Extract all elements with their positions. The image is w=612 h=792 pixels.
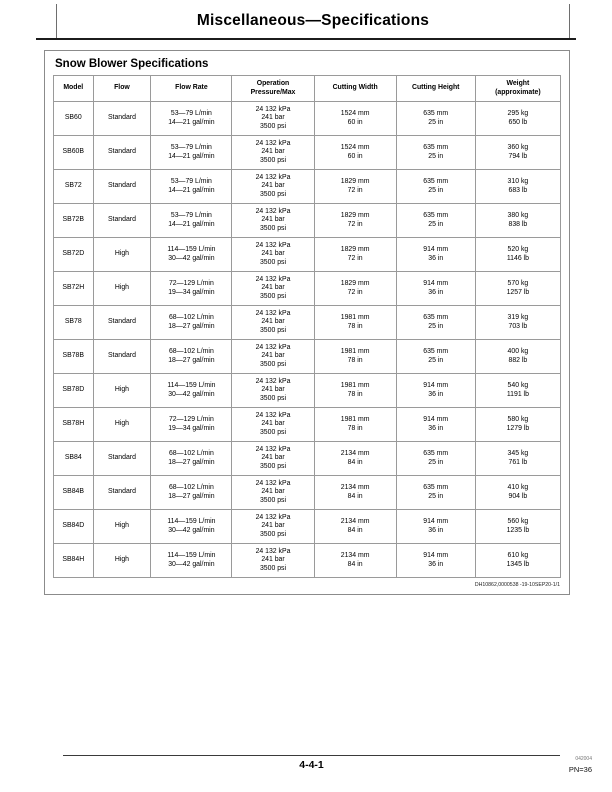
cell-cutting-height: 914 mm 36 in (396, 238, 475, 272)
print-info-block (569, 757, 592, 774)
spec-row-sb78d (54, 374, 561, 408)
column-header-weight: Weight (approximate) (475, 76, 560, 102)
page-title: Miscellaneous—Specifications (196, 12, 430, 29)
cell-flow-rate: 114—159 L/min 30—42 gal/min (151, 510, 232, 544)
cell-flow: High (93, 408, 151, 442)
cell-cutting-height: 635 mm 25 in (396, 442, 475, 476)
column-header-operation-pressure: Operation Pressure/Max (232, 76, 314, 102)
cell-cutting-width: 1829 mm 72 in (314, 204, 396, 238)
cell-flow: High (93, 544, 151, 578)
spec-table-head (54, 76, 561, 102)
cell-cutting-width: 2134 mm 84 in (314, 476, 396, 510)
spec-row-sb60 (54, 102, 561, 136)
cell-pressure: 24 132 kPa 241 bar 3500 psi (232, 442, 314, 476)
spec-table-header-row (54, 76, 561, 102)
cell-model: SB60B (54, 136, 94, 170)
spec-table (53, 75, 561, 578)
cell-cutting-height: 635 mm 25 in (396, 204, 475, 238)
cell-weight: 520 kg 1146 lb (475, 238, 560, 272)
spec-box-heading: Snow Blower Specifications (55, 58, 209, 70)
cell-model: SB84H (54, 544, 94, 578)
spec-row-sb72h (54, 272, 561, 306)
spec-row-sb84b (54, 476, 561, 510)
cell-model: SB78H (54, 408, 94, 442)
cell-pressure: 24 132 kPa 241 bar 3500 psi (232, 340, 314, 374)
column-header-flow: Flow (93, 76, 151, 102)
cell-pressure: 24 132 kPa 241 bar 3500 psi (232, 476, 314, 510)
print-code: 042004 (575, 756, 592, 762)
cell-model: SB60 (54, 102, 94, 136)
cell-flow-rate: 68—102 L/min 18—27 gal/min (151, 476, 232, 510)
footer-rule (63, 755, 560, 756)
cell-cutting-width: 1829 mm 72 in (314, 170, 396, 204)
cell-cutting-height: 635 mm 25 in (396, 340, 475, 374)
cell-flow: High (93, 510, 151, 544)
cell-flow: High (93, 374, 151, 408)
cell-model: SB84 (54, 442, 94, 476)
cell-model: SB78B (54, 340, 94, 374)
spec-box (44, 50, 570, 595)
cell-cutting-width: 1829 mm 72 in (314, 272, 396, 306)
cell-cutting-width: 1524 mm 60 in (314, 102, 396, 136)
cell-cutting-height: 635 mm 25 in (396, 170, 475, 204)
column-header-cutting-height: Cutting Height (396, 76, 475, 102)
cell-pressure: 24 132 kPa 241 bar 3500 psi (232, 544, 314, 578)
cell-flow: High (93, 272, 151, 306)
header-rule (36, 38, 576, 40)
cell-weight: 610 kg 1345 lb (475, 544, 560, 578)
page-number: 4-4-1 (299, 759, 324, 771)
cell-pressure: 24 132 kPa 241 bar 3500 psi (232, 204, 314, 238)
cell-cutting-width: 1524 mm 60 in (314, 136, 396, 170)
cell-model: SB72H (54, 272, 94, 306)
cell-cutting-width: 1829 mm 72 in (314, 238, 396, 272)
cell-flow-rate: 68—102 L/min 18—27 gal/min (151, 442, 232, 476)
cell-cutting-height: 635 mm 25 in (396, 306, 475, 340)
cell-cutting-height: 635 mm 25 in (396, 476, 475, 510)
spec-row-sb84d (54, 510, 561, 544)
cell-weight: 345 kg 761 lb (475, 442, 560, 476)
cell-pressure: 24 132 kPa 241 bar 3500 psi (232, 510, 314, 544)
cell-pressure: 24 132 kPa 241 bar 3500 psi (232, 238, 314, 272)
cell-flow-rate: 53—79 L/min 14—21 gal/min (151, 170, 232, 204)
spec-row-sb72 (54, 170, 561, 204)
cell-flow-rate: 114—159 L/min 30—42 gal/min (151, 544, 232, 578)
cell-cutting-width: 2134 mm 84 in (314, 442, 396, 476)
spec-row-sb84h (54, 544, 561, 578)
cell-weight: 570 kg 1257 lb (475, 272, 560, 306)
cell-weight: 540 kg 1191 lb (475, 374, 560, 408)
cell-flow-rate: 72—129 L/min 19—34 gal/min (151, 408, 232, 442)
cell-pressure: 24 132 kPa 241 bar 3500 psi (232, 170, 314, 204)
cell-weight: 295 kg 650 lb (475, 102, 560, 136)
cell-flow: Standard (93, 340, 151, 374)
spec-row-sb84 (54, 442, 561, 476)
cell-weight: 560 kg 1235 lb (475, 510, 560, 544)
cell-weight: 310 kg 683 lb (475, 170, 560, 204)
cell-cutting-width: 2134 mm 84 in (314, 510, 396, 544)
cell-flow: Standard (93, 476, 151, 510)
cell-pressure: 24 132 kPa 241 bar 3500 psi (232, 272, 314, 306)
cell-model: SB72D (54, 238, 94, 272)
cell-flow-rate: 114—159 L/min 30—42 gal/min (151, 238, 232, 272)
cell-pressure: 24 132 kPa 241 bar 3500 psi (232, 408, 314, 442)
cell-pressure: 24 132 kPa 241 bar 3500 psi (232, 374, 314, 408)
doc-ref-code: DH10862,0000538 -19-10SEP20-1/1 (474, 582, 560, 588)
cell-flow-rate: 53—79 L/min 14—21 gal/min (151, 102, 232, 136)
cell-cutting-height: 914 mm 36 in (396, 374, 475, 408)
cell-cutting-height: 914 mm 36 in (396, 544, 475, 578)
column-header-model: Model (54, 76, 94, 102)
cell-cutting-height: 635 mm 25 in (396, 102, 475, 136)
cell-flow-rate: 68—102 L/min 18—27 gal/min (151, 340, 232, 374)
cell-flow-rate: 53—79 L/min 14—21 gal/min (151, 136, 232, 170)
cell-cutting-height: 914 mm 36 in (396, 408, 475, 442)
cell-model: SB78 (54, 306, 94, 340)
cell-pressure: 24 132 kPa 241 bar 3500 psi (232, 306, 314, 340)
cell-cutting-height: 635 mm 25 in (396, 136, 475, 170)
cell-flow: Standard (93, 204, 151, 238)
cell-flow: Standard (93, 170, 151, 204)
cell-cutting-width: 1981 mm 78 in (314, 340, 396, 374)
cell-weight: 319 kg 703 lb (475, 306, 560, 340)
cell-cutting-width: 1981 mm 78 in (314, 306, 396, 340)
print-number: PN=36 (568, 765, 592, 774)
cell-weight: 410 kg 904 lb (475, 476, 560, 510)
cell-flow: Standard (93, 136, 151, 170)
spec-row-sb78 (54, 306, 561, 340)
cell-pressure: 24 132 kPa 241 bar 3500 psi (232, 102, 314, 136)
cell-flow-rate: 68—102 L/min 18—27 gal/min (151, 306, 232, 340)
spec-row-sb72b (54, 204, 561, 238)
cell-model: SB84B (54, 476, 94, 510)
cell-flow: Standard (93, 442, 151, 476)
spec-row-sb72d (54, 238, 561, 272)
cell-weight: 360 kg 794 lb (475, 136, 560, 170)
cell-weight: 400 kg 882 lb (475, 340, 560, 374)
spec-row-sb78h (54, 408, 561, 442)
spec-row-sb78b (54, 340, 561, 374)
cell-weight: 380 kg 838 lb (475, 204, 560, 238)
cell-model: SB78D (54, 374, 94, 408)
cell-model: SB72 (54, 170, 94, 204)
page-header-banner (56, 4, 570, 38)
cell-flow: Standard (93, 306, 151, 340)
cell-cutting-width: 1981 mm 78 in (314, 408, 396, 442)
cell-cutting-width: 2134 mm 84 in (314, 544, 396, 578)
cell-flow-rate: 53—79 L/min 14—21 gal/min (151, 204, 232, 238)
cell-flow-rate: 114—159 L/min 30—42 gal/min (151, 374, 232, 408)
cell-model: SB72B (54, 204, 94, 238)
column-header-cutting-width: Cutting Width (314, 76, 396, 102)
cell-flow-rate: 72—129 L/min 19—34 gal/min (151, 272, 232, 306)
cell-cutting-height: 914 mm 36 in (396, 510, 475, 544)
spec-row-sb60b (54, 136, 561, 170)
cell-pressure: 24 132 kPa 241 bar 3500 psi (232, 136, 314, 170)
column-header-flow-rate: Flow Rate (151, 76, 232, 102)
cell-weight: 580 kg 1279 lb (475, 408, 560, 442)
cell-cutting-height: 914 mm 36 in (396, 272, 475, 306)
cell-flow: High (93, 238, 151, 272)
cell-model: SB84D (54, 510, 94, 544)
cell-cutting-width: 1981 mm 78 in (314, 374, 396, 408)
cell-flow: Standard (93, 102, 151, 136)
spec-table-body (54, 102, 561, 578)
